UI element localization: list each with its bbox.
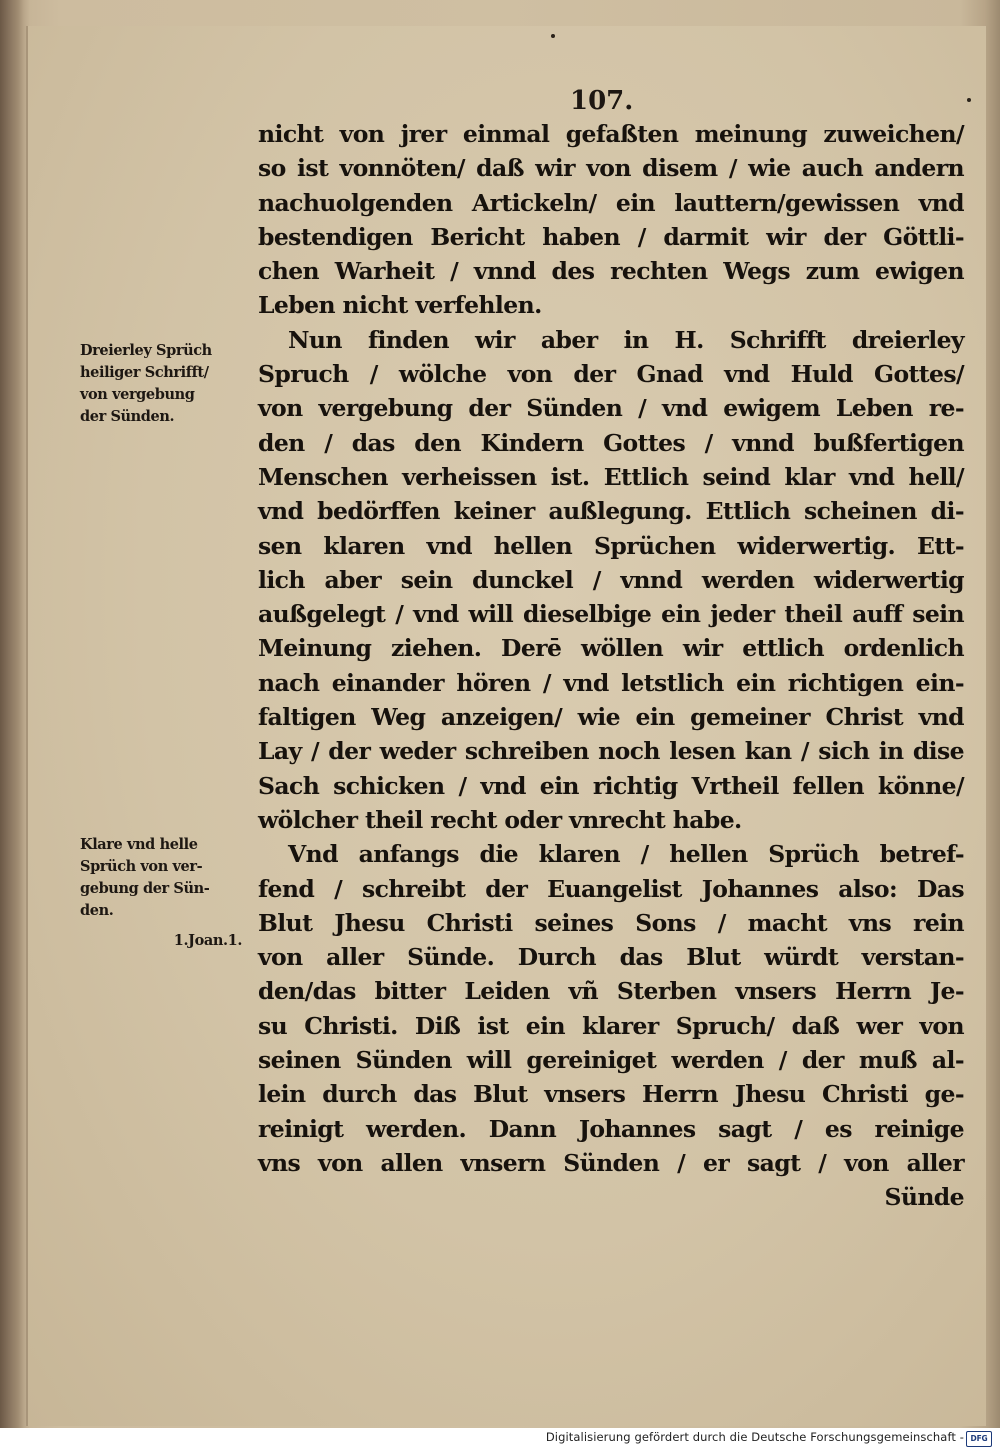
text-line: Sach schicken / vnd ein richtig Vrtheil fellen könne/ xyxy=(258,771,964,800)
text-line: Meinung ziehen. Derē wöllen wir ettlich ordenlich xyxy=(258,634,964,663)
text-line: nach einander hören / vnd letstlich ein richtigen ein- xyxy=(258,668,964,697)
text-line: fend / schreibt der Euangelist Johannes also: Das xyxy=(258,874,964,903)
text-line: faltigen Weg anzeigen/ wie ein gemeiner Christ vnd xyxy=(258,703,964,732)
margin-note-line: den. xyxy=(80,902,114,919)
margin-note-line: 1.Joan.1. xyxy=(173,932,242,949)
body-text xyxy=(258,117,964,1215)
text-line: nicht von jrer einmal gefaßten meinung zuweichen/ xyxy=(258,120,964,148)
text-line: vnd bedörffen keiner außlegung. Ettlich scheinen di- xyxy=(258,497,964,526)
text-line: seinen Sünden will gereiniget werden / der muß al- xyxy=(258,1046,964,1075)
text-line: von aller Sünde. Durch das Blut würdt verstan- xyxy=(258,943,964,972)
text-line: Blut Jhesu Christi seines Sons / macht vns rein xyxy=(258,908,964,937)
text-line: nachuolgenden Artickeln/ ein lauttern/gewissen vnd xyxy=(258,188,964,217)
text-line: den / das den Kindern Gottes / vnnd bußfertigen xyxy=(258,428,964,457)
footer-credit: Digitalisierung gefördert durch die Deutsche Forschungsgemeinschaft - xyxy=(545,1430,964,1444)
footer-bar xyxy=(0,1428,1000,1448)
dfg-logo-icon: DFG xyxy=(966,1431,992,1447)
margin-note-line: Klare vnd helle xyxy=(80,836,198,853)
text-line: Lay / der weder schreiben noch lesen kan / sich in dise xyxy=(258,737,964,766)
text-line: bestendigen Bericht haben / darmit wir der Göttli- xyxy=(258,222,964,251)
text-line: Spruch / wölche von der Gnad vnd Huld Gottes/ xyxy=(258,360,964,389)
margin-note-dreierley xyxy=(80,340,256,428)
ink-speck xyxy=(967,98,971,102)
text-line: so ist vonnöten/ daß wir von disem / wie auch andern xyxy=(258,154,964,183)
text-line: reinigt werden. Dann Johannes sagt / es reinige xyxy=(258,1114,964,1143)
margin-note-line: Dreierley Sprüch xyxy=(80,342,212,359)
text-line: vns von allen vnsern Sünden / er sagt / von aller xyxy=(258,1148,964,1177)
text-line: chen Warheit / vnnd des rechten Wegs zum ewigen xyxy=(258,257,964,286)
text-line: Vnd anfangs die klaren / hellen Sprüch betref- xyxy=(288,840,964,869)
margin-note-line: von vergebung xyxy=(80,386,195,403)
text-line: sen klaren vnd hellen Sprüchen widerwertig. Ett- xyxy=(258,531,964,560)
ink-speck xyxy=(551,34,555,38)
text-line: Menschen verheissen ist. Ettlich seind klar vnd hell/ xyxy=(258,462,964,491)
margin-note-line: heiliger Schrifft/ xyxy=(80,364,209,381)
margin-note-klare-sprueche xyxy=(80,834,256,922)
page-number: 107. xyxy=(570,86,634,116)
text-line: Sünde xyxy=(884,1183,964,1212)
margin-note-line: der Sünden. xyxy=(80,408,175,425)
text-line: von vergebung der Sünden / vnd ewigem Leben re- xyxy=(258,394,964,423)
text-line: den/das bitter Leiden vñ Sterben vnsers Herrn Je- xyxy=(258,977,964,1006)
text-line: Leben nicht verfehlen. xyxy=(258,291,542,320)
text-line: Nun finden wir aber in H. Schrifft dreierley xyxy=(288,325,964,354)
text-line: su Christi. Diß ist ein klarer Spruch/ daß wer von xyxy=(258,1011,964,1040)
margin-note-reference xyxy=(80,930,256,952)
text-line: wölcher theil recht oder vnrecht habe. xyxy=(258,805,742,834)
text-line: lein durch das Blut vnsers Herrn Jhesu Christi ge- xyxy=(258,1080,964,1109)
margin-note-line: Sprüch von ver- xyxy=(80,858,203,875)
text-line: lich aber sein dunckel / vnnd werden widerwertig xyxy=(258,565,964,594)
margin-note-line: gebung der Sün- xyxy=(80,880,210,897)
text-line: außgelegt / vnd will dieselbige ein jeder theil auff sein xyxy=(258,600,964,629)
